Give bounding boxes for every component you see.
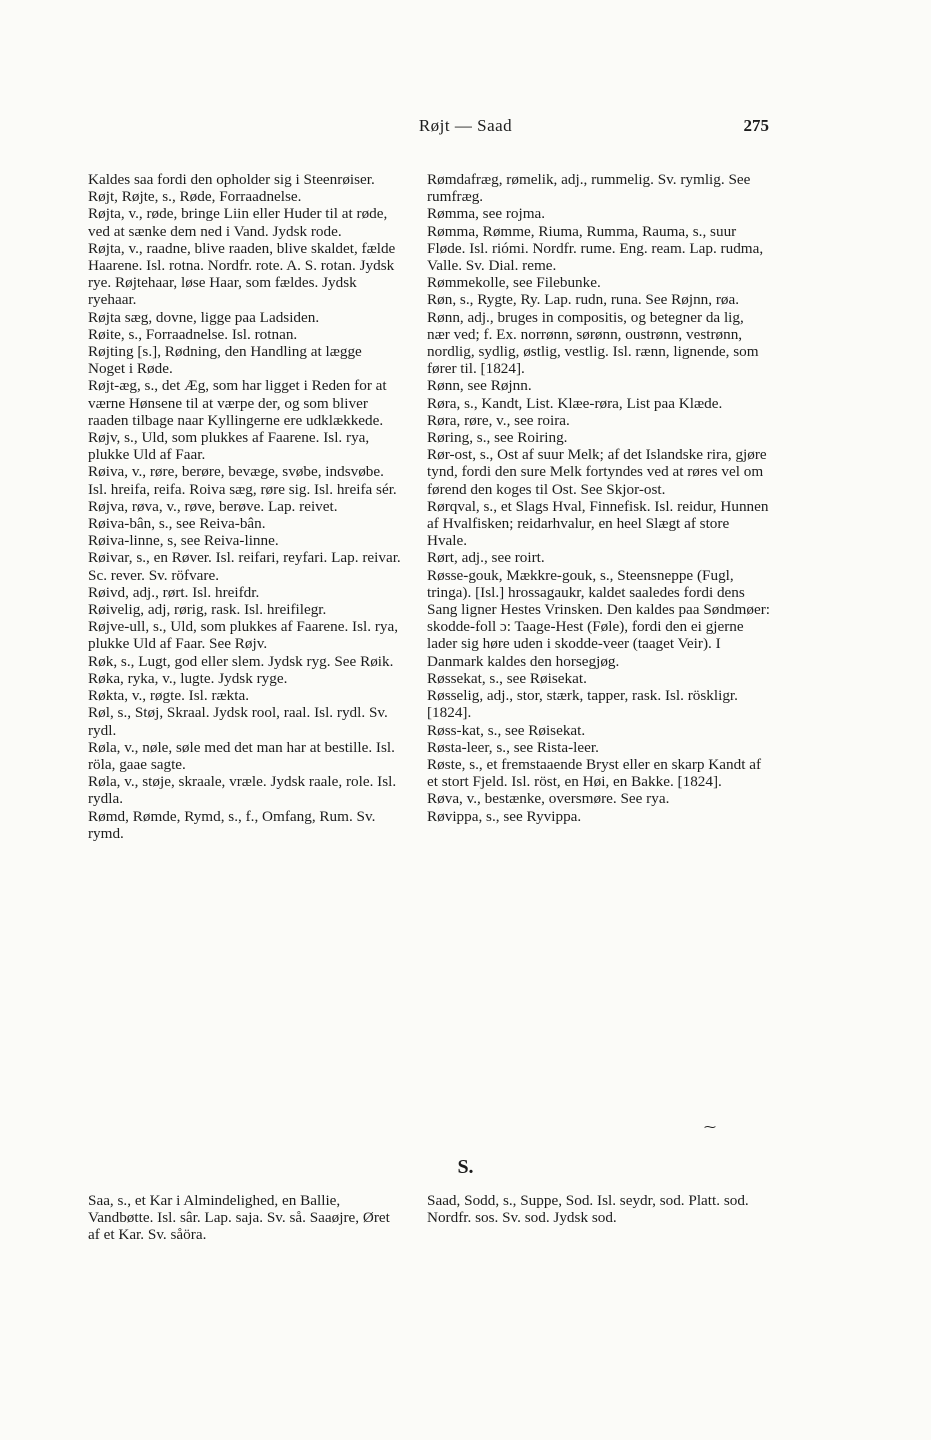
dictionary-entry: Røjva, røva, v., røve, berøve. Lap. reivet. — [88, 497, 338, 515]
dictionary-entry: Røiva, v., røre, berøre, bevæge, svøbe, indsvøbe. Isl. hreifa, reifa. Roiva sæg, røre sig. Isl. hreifa sér. — [88, 463, 397, 498]
dictionary-entry: Røsta-leer, s., see Rista-leer. — [427, 738, 599, 756]
bottom-left-column — [88, 1192, 401, 1244]
dictionary-entry: Røka, ryka, v., lugte. Jydsk ryge. — [88, 669, 288, 687]
left-column — [88, 171, 401, 842]
dictionary-entry: Røjta, v., røde, bringe Liin eller Huder til at røde, ved at sænke dem ned i Vand. Jydsk rode. — [88, 205, 388, 240]
dictionary-entry: Rømma, see rojma. — [427, 205, 546, 223]
dictionary-entry: Røiva-bân, s., see Reiva-bân. — [88, 515, 266, 533]
dictionary-entry: Røjting [s.], Rødning, den Handling at lægge Noget i Røde. — [88, 343, 362, 378]
dictionary-entry: Røjta sæg, dovne, ligge paa Ladsiden. — [88, 308, 320, 326]
dictionary-entry: Rømma, Rømme, Riuma, Rumma, Rauma, s., suur Fløde. Isl. riómi. Nordfr. rume. Eng. ream. Lap. rudma, Valle. Sv. Dial. reme. — [427, 222, 764, 275]
dictionary-entry: Røivar, s., en Røver. Isl. reifari, reyfari. Lap. reivar. Sc. rever. Sv. röfvare. — [88, 549, 401, 584]
ornament: ⁓ — [704, 1120, 716, 1134]
dictionary-entry: Røjve-ull, s., Uld, som plukkes af Faarene. Isl. rya, plukke Uld af Faar. See Røjv. — [88, 618, 399, 653]
page-header — [0, 116, 931, 140]
dictionary-entry: Røva, v., bestænke, oversmøre. See rya. — [427, 790, 670, 808]
dictionary-entry: Røk, s., Lugt, god eller slem. Jydsk ryg. See Røik. — [88, 652, 394, 670]
dictionary-entry: Røsselig, adj., stor, stærk, tapper, rask. Isl. röskligr. [1824]. — [427, 687, 738, 722]
dictionary-entry: Rømmekolle, see Filebunke. — [427, 274, 601, 292]
dictionary-entry: Røiva-linne, s, see Reiva-linne. — [88, 532, 279, 550]
dictionary-entry: Røivd, adj., rørt. Isl. hreifdr. — [88, 583, 260, 601]
dictionary-entry: Røl, s., Støj, Skraal. Jydsk rool, raal. Isl. rydl. Sv. rydl. — [88, 704, 388, 739]
dictionary-entry: Røla, v., nøle, søle med det man har at bestille. Isl. röla, gaae sagte. — [88, 738, 395, 773]
dictionary-entry: Kaldes saa fordi den opholder sig i Steenrøiser. — [88, 171, 375, 188]
dictionary-entry: Røkta, v., røgte. Isl. rækta. — [88, 687, 249, 705]
dictionary-entry: Røra, s., Kandt, List. Klæe-røra, List paa Klæde. — [427, 394, 723, 412]
dictionary-entry: Saa, s., et Kar i Almindelighed, en Ballie, Vandbøtte. Isl. sâr. Lap. saja. Sv. så. Saaøjre, Øret af et Kar. Sv. såöra. — [88, 1192, 390, 1244]
dictionary-entry: Rønn, see Røjnn. — [427, 377, 532, 395]
page-number: 275 — [743, 116, 769, 135]
dictionary-entry: Røring, s., see Roiring. — [427, 429, 568, 447]
dictionary-entry: Røsse-gouk, Mækkre-gouk, s., Steensneppe (Fugl, tringa). [Isl.] hrossagaukr, kaldet saaledes fordi dens Sang ligner Hestes Vrinsken. Den kaldes paa Søndmøer: skodde-foll ɔ: Taage-Hest (Føle), fordi den ei gjerne lader sig høre uden i skodde-veer (taaget Veir). I Danmark kaldes den horsegjøg. — [427, 566, 770, 670]
dictionary-entry: Rørqval, s., et Slags Hval, Finnefisk. Isl. reidur, Hunnen af Hvalfisken; reidarhvalur, en heel Slægt af store Hvale. — [427, 497, 769, 550]
dictionary-entry: Røite, s., Forraadnelse. Isl. rotnan. — [88, 325, 298, 343]
dictionary-entry: Rør-ost, s., Ost af suur Melk; af det Islandske rira, gjøre tynd, fordi den sure Melk fortyndes ved at røres vel om førend den koges til Ost. See Skjor-ost. — [427, 446, 767, 498]
dictionary-entry: Røn, s., Rygte, Ry. Lap. rudn, runa. See Røjnn, røa. — [427, 291, 740, 309]
dictionary-entry: Saad, Sodd, s., Suppe, Sod. Isl. seydr, sod. Platt. sod. Nordfr. sos. Sv. sod. Jydsk sod. — [427, 1192, 749, 1227]
dictionary-entry: Rørt, adj., see roirt. — [427, 549, 545, 567]
dictionary-entry: Røivelig, adj, rørig, rask. Isl. hreifilegr. — [88, 601, 327, 619]
dictionary-entry: Rømd, Rømde, Rymd, s., f., Omfang, Rum. Sv. rymd. — [88, 807, 376, 842]
running-head: Røjt — Saad — [418, 116, 513, 135]
dictionary-entry: Røss-kat, s., see Røisekat. — [427, 721, 586, 739]
dictionary-entry: Røjt-æg, s., det Æg, som har ligget i Reden for at værne Hønsene til at værpe der, og som bliver raaden tilbage naar Kyllingerne ere udklækkede. — [88, 377, 387, 429]
dictionary-entry: Røjta, v., raadne, blive raaden, blive skaldet, fælde Haarene. Isl. rotna. Nordfr. rote. A. S. rotan. Jydsk rye. Røjtehaar, løse Haar, som fældes. Jydsk ryehaar. — [88, 239, 396, 309]
right-column — [427, 171, 770, 825]
section-letter: S. — [457, 1156, 474, 1178]
dictionary-entry: Røvippa, s., see Ryvippa. — [427, 807, 582, 825]
dictionary-entry: Røjt, Røjte, s., Røde, Forraadnelse. — [88, 188, 302, 206]
dictionary-entry: Rønn, adj., bruges in compositis, og betegner da lig, nær ved; f. Ex. norrønn, sørønn, oustrønn, vestrønn, nordlig, sydlig, østlig, vestlig. Isl. rænn, lignende, som fører til. [1824]. — [427, 308, 759, 378]
dictionary-entry: Røste, s., et fremstaaende Bryst eller en skarp Kandt af et stort Fjeld. Isl. röst, en Høi, en Bakke. [1824]. — [427, 755, 762, 791]
dictionary-entry: Røssekat, s., see Røisekat. — [427, 669, 587, 687]
dictionary-entry: Røla, v., støje, skraale, vræle. Jydsk raale, role. Isl. rydla. — [88, 773, 397, 808]
dictionary-entry: Røra, røre, v., see roira. — [427, 411, 570, 429]
dictionary-entry: Røjv, s., Uld, som plukkes af Faarene. Isl. rya, plukke Uld af Faar. — [88, 429, 370, 464]
bottom-right-column — [427, 1192, 770, 1226]
dictionary-entry: Rømdafræg, rømelik, adj., rummelig. Sv. rymlig. See rumfræg. — [427, 171, 751, 206]
